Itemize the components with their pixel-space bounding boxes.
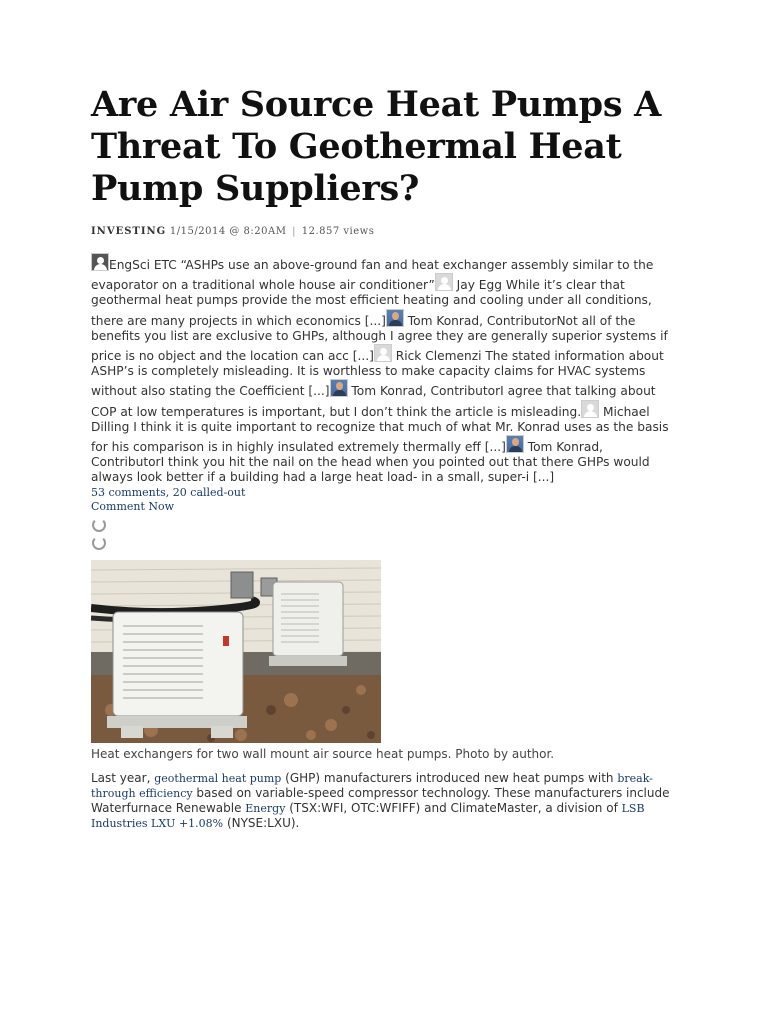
lsb-industries-stock-link[interactable]: LSB Industries LXU +1.08% (91, 801, 645, 830)
article-body-paragraph (91, 771, 676, 831)
comment-count-link[interactable]: 53 comments, 20 called-out (91, 485, 246, 499)
user-avatar-generic-icon[interactable] (91, 253, 109, 271)
photo-caption: Heat exchangers for two wall mount air source heat pumps. Photo by author. (91, 746, 555, 761)
comment-text[interactable]: Tom Konrad, ContributorI agree that talking about COP at low temperatures is important, but I don’t think the article is misleading. (91, 384, 656, 419)
meta-divider: | (292, 226, 297, 237)
comment-text[interactable]: Michael Dilling I think it is quite important to recognize that much of what Mr. Konrad uses as the basis for his comparison is in highly insulated extremely thermally eff [...] (91, 404, 669, 455)
body-text-segment: (NYSE:LXU). (223, 815, 300, 830)
user-avatar-photo-icon[interactable] (386, 309, 404, 327)
body-text-segment: based on variable-speed compressor technology. These manufacturers include Waterfurnace Renewable (91, 785, 670, 815)
user-avatar-photo-icon[interactable] (330, 379, 348, 397)
comment-text[interactable]: Tom Konrad, ContributorI think you hit the nail on the head when you pointed out that there GHPs would always look better if a building had a large heat load- in a small, super-i [...] (91, 440, 650, 485)
called-out-comments (91, 253, 679, 486)
article-date: 1/15/2014 @ 8:20AM (169, 226, 287, 237)
energy-link[interactable]: Energy (245, 801, 286, 815)
break-through-efficiency-link[interactable]: break-through efficiency (91, 771, 653, 800)
article (91, 84, 681, 831)
heat-pumps-photo (91, 560, 381, 743)
comment-text[interactable]: Tom Konrad, ContributorNot all of the benefits you list are exclusive to GHPs, although I agree they are generally superior systems if price is no object and the location can acc [...] (91, 313, 668, 364)
comment-text[interactable]: Rick Clemenzi The stated information about ASHP’s is completely misleading. It is worthless to make capacity claims for HVAC systems without also stating the Coefficient [...] (91, 349, 664, 399)
comment-links (91, 486, 681, 514)
user-avatar-generic-icon[interactable] (374, 344, 392, 362)
comment-now-link[interactable]: Comment Now (91, 499, 175, 513)
body-text-segment: (TSX:WFI, OTC:WFIFF) and ClimateMaster, a division of (285, 800, 622, 815)
user-avatar-generic-icon[interactable] (581, 400, 599, 418)
category-link[interactable]: INVESTING (91, 226, 167, 237)
view-count: 12.857 views (301, 226, 375, 237)
body-text-segment: (GHP) manufacturers introduced new heat pumps with (281, 770, 618, 785)
body-text-segment: Last year, (91, 770, 155, 785)
user-avatar-photo-icon[interactable] (506, 435, 524, 453)
geothermal-heat-pump-link[interactable]: geothermal heat pump (154, 771, 282, 785)
loading-spinner-icon (92, 536, 106, 550)
article-title: Are Air Source Heat Pumps A Threat To Geothermal Heat Pump Suppliers? (91, 84, 661, 209)
comment-text[interactable]: EngSci ETC “ASHPs use an above-ground fan and heat exchanger assembly similar to the evaporator on a traditional whole house air conditioner” (91, 258, 654, 293)
article-photo (91, 560, 381, 743)
user-avatar-generic-icon[interactable] (435, 273, 453, 291)
loading-spinner-icon (92, 518, 106, 532)
comment-text[interactable]: Jay Egg While it’s clear that geothermal heat pumps provide the most efficient heating and cooling under all conditions, there are many projects in which economics [...] (91, 278, 652, 328)
article-meta (91, 226, 681, 237)
